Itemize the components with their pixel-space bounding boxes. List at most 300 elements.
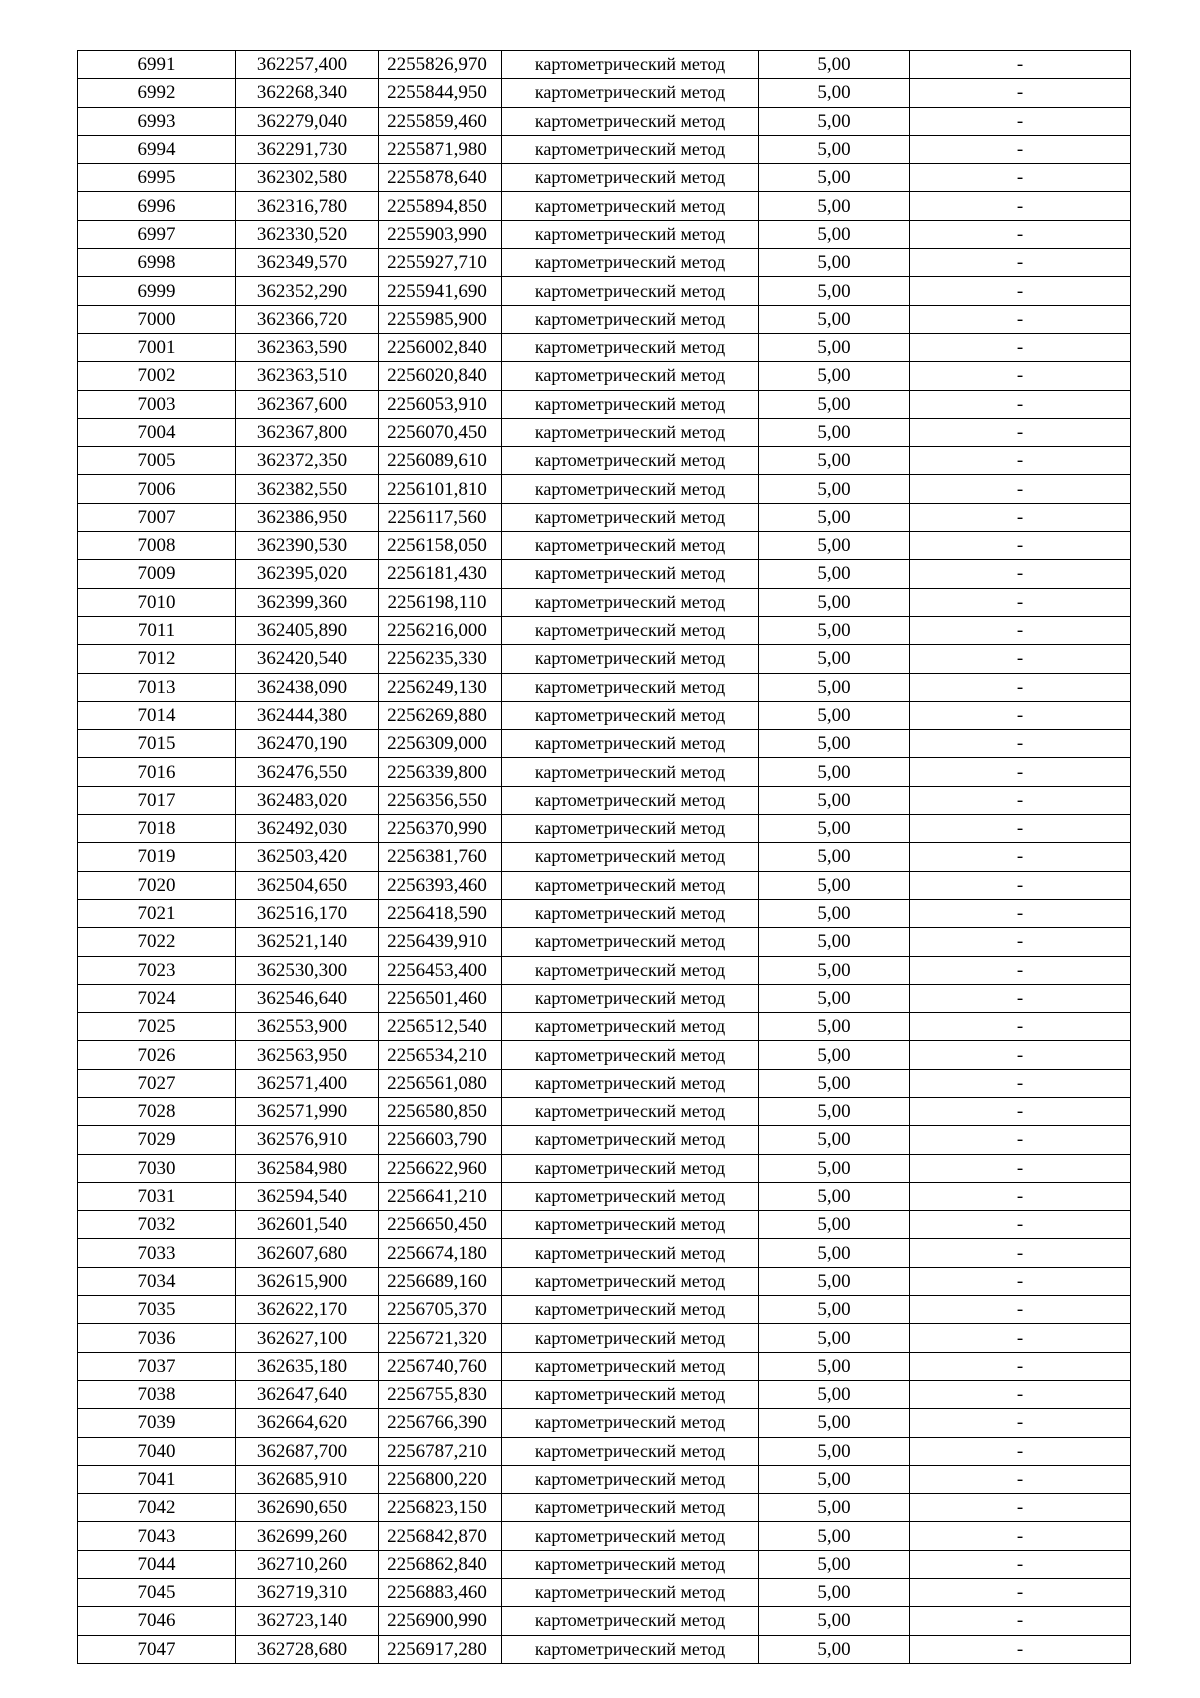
y-coordinate-cell: 2256020,840: [379, 362, 502, 390]
note-cell: -: [910, 843, 1131, 871]
note-cell: -: [910, 1239, 1131, 1267]
y-coordinate-cell: 2256705,370: [379, 1296, 502, 1324]
method-cell: картометрический метод: [502, 1097, 759, 1125]
method-cell: картометрический метод: [502, 390, 759, 418]
method-cell: картометрический метод: [502, 447, 759, 475]
method-cell: картометрический метод: [502, 249, 759, 277]
accuracy-cell: 5,00: [759, 588, 910, 616]
method-cell: картометрический метод: [502, 1069, 759, 1097]
method-cell: картометрический метод: [502, 1182, 759, 1210]
accuracy-cell: 5,00: [759, 1522, 910, 1550]
accuracy-cell: 5,00: [759, 475, 910, 503]
table-row: [78, 79, 1131, 107]
note-cell: -: [910, 1465, 1131, 1493]
x-coordinate-cell: 362687,700: [236, 1437, 379, 1465]
table-row: [78, 1154, 1131, 1182]
method-cell: картометрический метод: [502, 1267, 759, 1295]
point-number-cell: 7037: [78, 1352, 236, 1380]
method-cell: картометрический метод: [502, 1211, 759, 1239]
method-cell: картометрический метод: [502, 1579, 759, 1607]
x-coordinate-cell: 362390,530: [236, 532, 379, 560]
x-coordinate-cell: 362349,570: [236, 249, 379, 277]
table-row: [78, 249, 1131, 277]
method-cell: картометрический метод: [502, 701, 759, 729]
y-coordinate-cell: 2256641,210: [379, 1182, 502, 1210]
method-cell: картометрический метод: [502, 1494, 759, 1522]
note-cell: -: [910, 1069, 1131, 1097]
y-coordinate-cell: 2256101,810: [379, 475, 502, 503]
note-cell: -: [910, 1182, 1131, 1210]
accuracy-cell: 5,00: [759, 758, 910, 786]
method-cell: картометрический метод: [502, 871, 759, 899]
x-coordinate-cell: 362302,580: [236, 164, 379, 192]
note-cell: -: [910, 984, 1131, 1012]
table-row: [78, 560, 1131, 588]
y-coordinate-cell: 2256755,830: [379, 1380, 502, 1408]
point-number-cell: 7007: [78, 503, 236, 531]
x-coordinate-cell: 362405,890: [236, 616, 379, 644]
y-coordinate-cell: 2256534,210: [379, 1041, 502, 1069]
x-coordinate-cell: 362664,620: [236, 1409, 379, 1437]
x-coordinate-cell: 362728,680: [236, 1635, 379, 1663]
method-cell: картометрический метод: [502, 418, 759, 446]
note-cell: -: [910, 645, 1131, 673]
method-cell: картометрический метод: [502, 1550, 759, 1578]
accuracy-cell: 5,00: [759, 815, 910, 843]
y-coordinate-cell: 2256002,840: [379, 333, 502, 361]
method-cell: картометрический метод: [502, 815, 759, 843]
note-cell: -: [910, 899, 1131, 927]
note-cell: -: [910, 475, 1131, 503]
note-cell: -: [910, 220, 1131, 248]
x-coordinate-cell: 362571,400: [236, 1069, 379, 1097]
note-cell: -: [910, 701, 1131, 729]
x-coordinate-cell: 362710,260: [236, 1550, 379, 1578]
note-cell: -: [910, 1097, 1131, 1125]
x-coordinate-cell: 362438,090: [236, 673, 379, 701]
y-coordinate-cell: 2256235,330: [379, 645, 502, 673]
accuracy-cell: 5,00: [759, 1069, 910, 1097]
x-coordinate-cell: 362719,310: [236, 1579, 379, 1607]
x-coordinate-cell: 362571,990: [236, 1097, 379, 1125]
y-coordinate-cell: 2256862,840: [379, 1550, 502, 1578]
accuracy-cell: 5,00: [759, 1607, 910, 1635]
x-coordinate-cell: 362366,720: [236, 305, 379, 333]
method-cell: картометрический метод: [502, 588, 759, 616]
accuracy-cell: 5,00: [759, 164, 910, 192]
point-number-cell: 7021: [78, 899, 236, 927]
x-coordinate-cell: 362576,910: [236, 1126, 379, 1154]
y-coordinate-cell: 2256089,610: [379, 447, 502, 475]
note-cell: -: [910, 333, 1131, 361]
note-cell: -: [910, 871, 1131, 899]
point-number-cell: 7005: [78, 447, 236, 475]
x-coordinate-cell: 362503,420: [236, 843, 379, 871]
note-cell: -: [910, 1126, 1131, 1154]
x-coordinate-cell: 362363,590: [236, 333, 379, 361]
note-cell: -: [910, 277, 1131, 305]
method-cell: картометрический метод: [502, 560, 759, 588]
table-row: [78, 418, 1131, 446]
point-number-cell: 6999: [78, 277, 236, 305]
point-number-cell: 7033: [78, 1239, 236, 1267]
note-cell: -: [910, 135, 1131, 163]
table-row: [78, 871, 1131, 899]
method-cell: картометрический метод: [502, 645, 759, 673]
accuracy-cell: 5,00: [759, 1239, 910, 1267]
point-number-cell: 7025: [78, 1013, 236, 1041]
accuracy-cell: 5,00: [759, 1635, 910, 1663]
method-cell: картометрический метод: [502, 107, 759, 135]
accuracy-cell: 5,00: [759, 730, 910, 758]
note-cell: -: [910, 79, 1131, 107]
table-row: [78, 1579, 1131, 1607]
method-cell: картометрический метод: [502, 1607, 759, 1635]
table-row: [78, 305, 1131, 333]
y-coordinate-cell: 2256216,000: [379, 616, 502, 644]
point-number-cell: 7013: [78, 673, 236, 701]
point-number-cell: 7036: [78, 1324, 236, 1352]
point-number-cell: 6996: [78, 192, 236, 220]
table-row: [78, 1522, 1131, 1550]
method-cell: картометрический метод: [502, 956, 759, 984]
accuracy-cell: 5,00: [759, 333, 910, 361]
point-number-cell: 7008: [78, 532, 236, 560]
table-row: [78, 107, 1131, 135]
point-number-cell: 6994: [78, 135, 236, 163]
note-cell: -: [910, 673, 1131, 701]
table-row: [78, 1465, 1131, 1493]
x-coordinate-cell: 362516,170: [236, 899, 379, 927]
x-coordinate-cell: 362257,400: [236, 51, 379, 79]
y-coordinate-cell: 2256439,910: [379, 928, 502, 956]
y-coordinate-cell: 2256309,000: [379, 730, 502, 758]
x-coordinate-cell: 362647,640: [236, 1380, 379, 1408]
accuracy-cell: 5,00: [759, 956, 910, 984]
point-number-cell: 7011: [78, 616, 236, 644]
method-cell: картометрический метод: [502, 616, 759, 644]
y-coordinate-cell: 2255826,970: [379, 51, 502, 79]
point-number-cell: 7047: [78, 1635, 236, 1663]
table-row: [78, 701, 1131, 729]
x-coordinate-cell: 362372,350: [236, 447, 379, 475]
table-row: [78, 1607, 1131, 1635]
accuracy-cell: 5,00: [759, 899, 910, 927]
table-row: [78, 1352, 1131, 1380]
table-row: [78, 843, 1131, 871]
y-coordinate-cell: 2256917,280: [379, 1635, 502, 1663]
note-cell: -: [910, 758, 1131, 786]
x-coordinate-cell: 362330,520: [236, 220, 379, 248]
note-cell: -: [910, 1267, 1131, 1295]
table-row: [78, 1437, 1131, 1465]
method-cell: картометрический метод: [502, 503, 759, 531]
table-row: [78, 1494, 1131, 1522]
accuracy-cell: 5,00: [759, 503, 910, 531]
note-cell: -: [910, 1324, 1131, 1352]
table-row: [78, 1041, 1131, 1069]
coordinates-table-body: [78, 51, 1131, 1664]
table-row: [78, 390, 1131, 418]
point-number-cell: 7044: [78, 1550, 236, 1578]
point-number-cell: 7020: [78, 871, 236, 899]
point-number-cell: 7010: [78, 588, 236, 616]
x-coordinate-cell: 362685,910: [236, 1465, 379, 1493]
y-coordinate-cell: 2256269,880: [379, 701, 502, 729]
method-cell: картометрический метод: [502, 1352, 759, 1380]
y-coordinate-cell: 2256453,400: [379, 956, 502, 984]
y-coordinate-cell: 2256689,160: [379, 1267, 502, 1295]
point-number-cell: 7026: [78, 1041, 236, 1069]
note-cell: -: [910, 1013, 1131, 1041]
note-cell: -: [910, 1296, 1131, 1324]
point-number-cell: 7004: [78, 418, 236, 446]
accuracy-cell: 5,00: [759, 843, 910, 871]
method-cell: картометрический метод: [502, 1041, 759, 1069]
point-number-cell: 7042: [78, 1494, 236, 1522]
table-row: [78, 333, 1131, 361]
y-coordinate-cell: 2255894,850: [379, 192, 502, 220]
note-cell: -: [910, 305, 1131, 333]
x-coordinate-cell: 362635,180: [236, 1352, 379, 1380]
point-number-cell: 7023: [78, 956, 236, 984]
y-coordinate-cell: 2256381,760: [379, 843, 502, 871]
method-cell: картометрический метод: [502, 532, 759, 560]
point-number-cell: 6997: [78, 220, 236, 248]
table-row: [78, 1069, 1131, 1097]
accuracy-cell: 5,00: [759, 1267, 910, 1295]
accuracy-cell: 5,00: [759, 107, 910, 135]
x-coordinate-cell: 362530,300: [236, 956, 379, 984]
y-coordinate-cell: 2256198,110: [379, 588, 502, 616]
x-coordinate-cell: 362627,100: [236, 1324, 379, 1352]
accuracy-cell: 5,00: [759, 277, 910, 305]
accuracy-cell: 5,00: [759, 616, 910, 644]
accuracy-cell: 5,00: [759, 1041, 910, 1069]
x-coordinate-cell: 362607,680: [236, 1239, 379, 1267]
table-row: [78, 588, 1131, 616]
table-row: [78, 1550, 1131, 1578]
accuracy-cell: 5,00: [759, 79, 910, 107]
method-cell: картометрический метод: [502, 730, 759, 758]
point-number-cell: 7016: [78, 758, 236, 786]
accuracy-cell: 5,00: [759, 1409, 910, 1437]
table-row: [78, 1239, 1131, 1267]
point-number-cell: 7015: [78, 730, 236, 758]
accuracy-cell: 5,00: [759, 871, 910, 899]
accuracy-cell: 5,00: [759, 1211, 910, 1239]
table-row: [78, 1097, 1131, 1125]
y-coordinate-cell: 2256561,080: [379, 1069, 502, 1097]
point-number-cell: 7006: [78, 475, 236, 503]
point-number-cell: 7029: [78, 1126, 236, 1154]
point-number-cell: 7035: [78, 1296, 236, 1324]
x-coordinate-cell: 362420,540: [236, 645, 379, 673]
note-cell: -: [910, 51, 1131, 79]
x-coordinate-cell: 362492,030: [236, 815, 379, 843]
y-coordinate-cell: 2256070,450: [379, 418, 502, 446]
point-number-cell: 7012: [78, 645, 236, 673]
accuracy-cell: 5,00: [759, 1097, 910, 1125]
note-cell: -: [910, 616, 1131, 644]
method-cell: картометрический метод: [502, 277, 759, 305]
y-coordinate-cell: 2256501,460: [379, 984, 502, 1012]
method-cell: картометрический метод: [502, 1296, 759, 1324]
accuracy-cell: 5,00: [759, 249, 910, 277]
table-row: [78, 1013, 1131, 1041]
note-cell: -: [910, 1154, 1131, 1182]
method-cell: картометрический метод: [502, 1465, 759, 1493]
table-row: [78, 673, 1131, 701]
accuracy-cell: 5,00: [759, 928, 910, 956]
note-cell: -: [910, 1437, 1131, 1465]
x-coordinate-cell: 362316,780: [236, 192, 379, 220]
accuracy-cell: 5,00: [759, 1437, 910, 1465]
method-cell: картометрический метод: [502, 899, 759, 927]
x-coordinate-cell: 362699,260: [236, 1522, 379, 1550]
x-coordinate-cell: 362476,550: [236, 758, 379, 786]
point-number-cell: 6995: [78, 164, 236, 192]
method-cell: картометрический метод: [502, 79, 759, 107]
method-cell: картометрический метод: [502, 1154, 759, 1182]
y-coordinate-cell: 2256787,210: [379, 1437, 502, 1465]
accuracy-cell: 5,00: [759, 786, 910, 814]
y-coordinate-cell: 2255859,460: [379, 107, 502, 135]
y-coordinate-cell: 2256356,550: [379, 786, 502, 814]
table-row: [78, 532, 1131, 560]
y-coordinate-cell: 2256766,390: [379, 1409, 502, 1437]
point-number-cell: 7024: [78, 984, 236, 1012]
point-number-cell: 7003: [78, 390, 236, 418]
table-row: [78, 786, 1131, 814]
note-cell: -: [910, 786, 1131, 814]
accuracy-cell: 5,00: [759, 135, 910, 163]
point-number-cell: 7030: [78, 1154, 236, 1182]
accuracy-cell: 5,00: [759, 1465, 910, 1493]
accuracy-cell: 5,00: [759, 984, 910, 1012]
accuracy-cell: 5,00: [759, 1494, 910, 1522]
y-coordinate-cell: 2256181,430: [379, 560, 502, 588]
point-number-cell: 7000: [78, 305, 236, 333]
y-coordinate-cell: 2256900,990: [379, 1607, 502, 1635]
y-coordinate-cell: 2256650,450: [379, 1211, 502, 1239]
point-number-cell: 7045: [78, 1579, 236, 1607]
method-cell: картометрический метод: [502, 1013, 759, 1041]
y-coordinate-cell: 2256393,460: [379, 871, 502, 899]
x-coordinate-cell: 362521,140: [236, 928, 379, 956]
note-cell: -: [910, 956, 1131, 984]
y-coordinate-cell: 2256512,540: [379, 1013, 502, 1041]
table-row: [78, 1635, 1131, 1663]
table-row: [78, 645, 1131, 673]
x-coordinate-cell: 362483,020: [236, 786, 379, 814]
note-cell: -: [910, 815, 1131, 843]
accuracy-cell: 5,00: [759, 532, 910, 560]
point-number-cell: 7039: [78, 1409, 236, 1437]
table-row: [78, 164, 1131, 192]
point-number-cell: 7046: [78, 1607, 236, 1635]
table-row: [78, 1409, 1131, 1437]
y-coordinate-cell: 2256721,320: [379, 1324, 502, 1352]
method-cell: картометрический метод: [502, 1126, 759, 1154]
method-cell: картометрический метод: [502, 305, 759, 333]
x-coordinate-cell: 362563,950: [236, 1041, 379, 1069]
note-cell: -: [910, 390, 1131, 418]
table-row: [78, 51, 1131, 79]
accuracy-cell: 5,00: [759, 701, 910, 729]
table-row: [78, 899, 1131, 927]
x-coordinate-cell: 362291,730: [236, 135, 379, 163]
note-cell: -: [910, 1494, 1131, 1522]
point-number-cell: 6998: [78, 249, 236, 277]
table-row: [78, 503, 1131, 531]
y-coordinate-cell: 2256580,850: [379, 1097, 502, 1125]
x-coordinate-cell: 362352,290: [236, 277, 379, 305]
accuracy-cell: 5,00: [759, 673, 910, 701]
x-coordinate-cell: 362367,600: [236, 390, 379, 418]
table-row: [78, 928, 1131, 956]
y-coordinate-cell: 2256418,590: [379, 899, 502, 927]
point-number-cell: 7014: [78, 701, 236, 729]
x-coordinate-cell: 362504,650: [236, 871, 379, 899]
accuracy-cell: 5,00: [759, 1013, 910, 1041]
table-row: [78, 1267, 1131, 1295]
point-number-cell: 7040: [78, 1437, 236, 1465]
accuracy-cell: 5,00: [759, 1550, 910, 1578]
method-cell: картометрический метод: [502, 1437, 759, 1465]
table-row: [78, 192, 1131, 220]
table-row: [78, 220, 1131, 248]
note-cell: -: [910, 532, 1131, 560]
accuracy-cell: 5,00: [759, 645, 910, 673]
note-cell: -: [910, 1550, 1131, 1578]
point-number-cell: 6991: [78, 51, 236, 79]
x-coordinate-cell: 362386,950: [236, 503, 379, 531]
table-row: [78, 475, 1131, 503]
y-coordinate-cell: 2255941,690: [379, 277, 502, 305]
y-coordinate-cell: 2255903,990: [379, 220, 502, 248]
y-coordinate-cell: 2255878,640: [379, 164, 502, 192]
y-coordinate-cell: 2256370,990: [379, 815, 502, 843]
y-coordinate-cell: 2256117,560: [379, 503, 502, 531]
method-cell: картометрический метод: [502, 1380, 759, 1408]
x-coordinate-cell: 362723,140: [236, 1607, 379, 1635]
y-coordinate-cell: 2256249,130: [379, 673, 502, 701]
table-row: [78, 984, 1131, 1012]
y-coordinate-cell: 2256823,150: [379, 1494, 502, 1522]
y-coordinate-cell: 2256053,910: [379, 390, 502, 418]
y-coordinate-cell: 2255927,710: [379, 249, 502, 277]
point-number-cell: 7022: [78, 928, 236, 956]
note-cell: -: [910, 1380, 1131, 1408]
x-coordinate-cell: 362279,040: [236, 107, 379, 135]
note-cell: -: [910, 503, 1131, 531]
accuracy-cell: 5,00: [759, 305, 910, 333]
method-cell: картометрический метод: [502, 362, 759, 390]
note-cell: -: [910, 560, 1131, 588]
y-coordinate-cell: 2256883,460: [379, 1579, 502, 1607]
note-cell: -: [910, 362, 1131, 390]
coordinates-table: [77, 50, 1131, 1664]
point-number-cell: 7034: [78, 1267, 236, 1295]
method-cell: картометрический метод: [502, 928, 759, 956]
x-coordinate-cell: 362601,540: [236, 1211, 379, 1239]
y-coordinate-cell: 2256339,800: [379, 758, 502, 786]
note-cell: -: [910, 1522, 1131, 1550]
method-cell: картометрический метод: [502, 164, 759, 192]
method-cell: картометрический метод: [502, 1522, 759, 1550]
point-number-cell: 7041: [78, 1465, 236, 1493]
